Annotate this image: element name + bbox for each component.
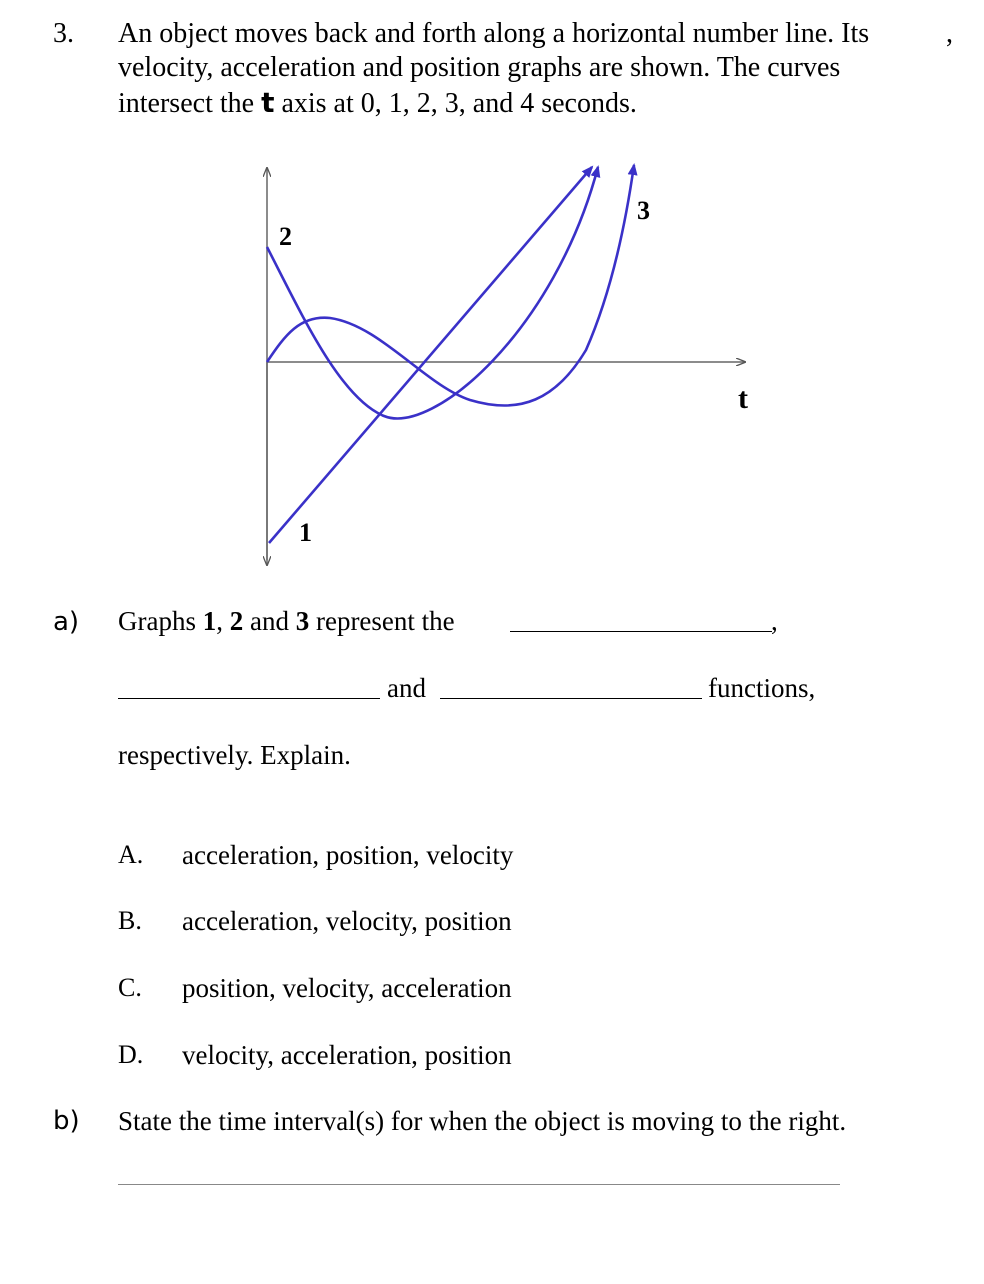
part-a-prompt xyxy=(118,604,455,638)
answer-blank-1[interactable] xyxy=(510,631,772,632)
choice-b-letter: B. xyxy=(118,906,142,935)
part-b-prompt: State the time interval(s) for when the object is moving to the right. xyxy=(118,1106,847,1136)
part-a-n2: 2 xyxy=(229,606,244,636)
curve-label-2: 2 xyxy=(279,222,292,251)
part-a-and1: and xyxy=(249,606,289,636)
stem-t-variable: t xyxy=(261,86,275,119)
question-stem-line-2: velocity, acceleration and position graphs are shown. The curves xyxy=(118,52,841,83)
answer-blank-3[interactable] xyxy=(440,698,702,699)
choice-b-text[interactable]: acceleration, velocity, position xyxy=(182,906,512,936)
curve-label-3: 3 xyxy=(637,196,650,225)
stem-line-3-post: axis at 0, 1, 2, 3, and 4 seconds. xyxy=(281,88,637,119)
part-a-text-post: represent the xyxy=(315,606,455,636)
part-a-respectively: respectively. Explain. xyxy=(118,740,351,770)
choice-d-letter: D. xyxy=(118,1040,144,1069)
question-number: 3. xyxy=(53,18,74,49)
part-b-label: b) xyxy=(53,1106,80,1136)
choice-a-text[interactable]: acceleration, position, velocity xyxy=(182,840,514,870)
choice-c-letter: C. xyxy=(118,973,142,1002)
curve-1 xyxy=(269,167,592,543)
curve-3 xyxy=(267,165,634,406)
choice-a-letter: A. xyxy=(118,840,144,869)
part-a-label: a) xyxy=(53,607,80,637)
part-a-n3: 3 xyxy=(295,606,310,636)
question-stem-line-1: An object moves back and forth along a horizontal number line. Its xyxy=(118,18,870,49)
part-a-trailing-comma: , xyxy=(771,606,778,636)
part-a-functions: functions, xyxy=(708,673,816,703)
stem-line-3-pre: intersect the xyxy=(118,88,255,119)
part-a-sep1: , xyxy=(216,606,223,636)
graph xyxy=(0,0,984,600)
choice-d-text[interactable]: velocity, acceleration, position xyxy=(182,1040,512,1070)
t-axis-label: t xyxy=(738,382,748,415)
part-a-and2: and xyxy=(387,673,426,703)
part-b-answer-line[interactable] xyxy=(118,1184,840,1185)
choice-c-text[interactable]: position, velocity, acceleration xyxy=(182,973,512,1003)
stray-mark: , xyxy=(946,18,953,49)
answer-blank-2[interactable] xyxy=(118,698,380,699)
curve-label-1: 1 xyxy=(299,518,312,547)
part-a-text-pre: Graphs xyxy=(118,606,196,636)
part-a-n1: 1 xyxy=(202,606,217,636)
